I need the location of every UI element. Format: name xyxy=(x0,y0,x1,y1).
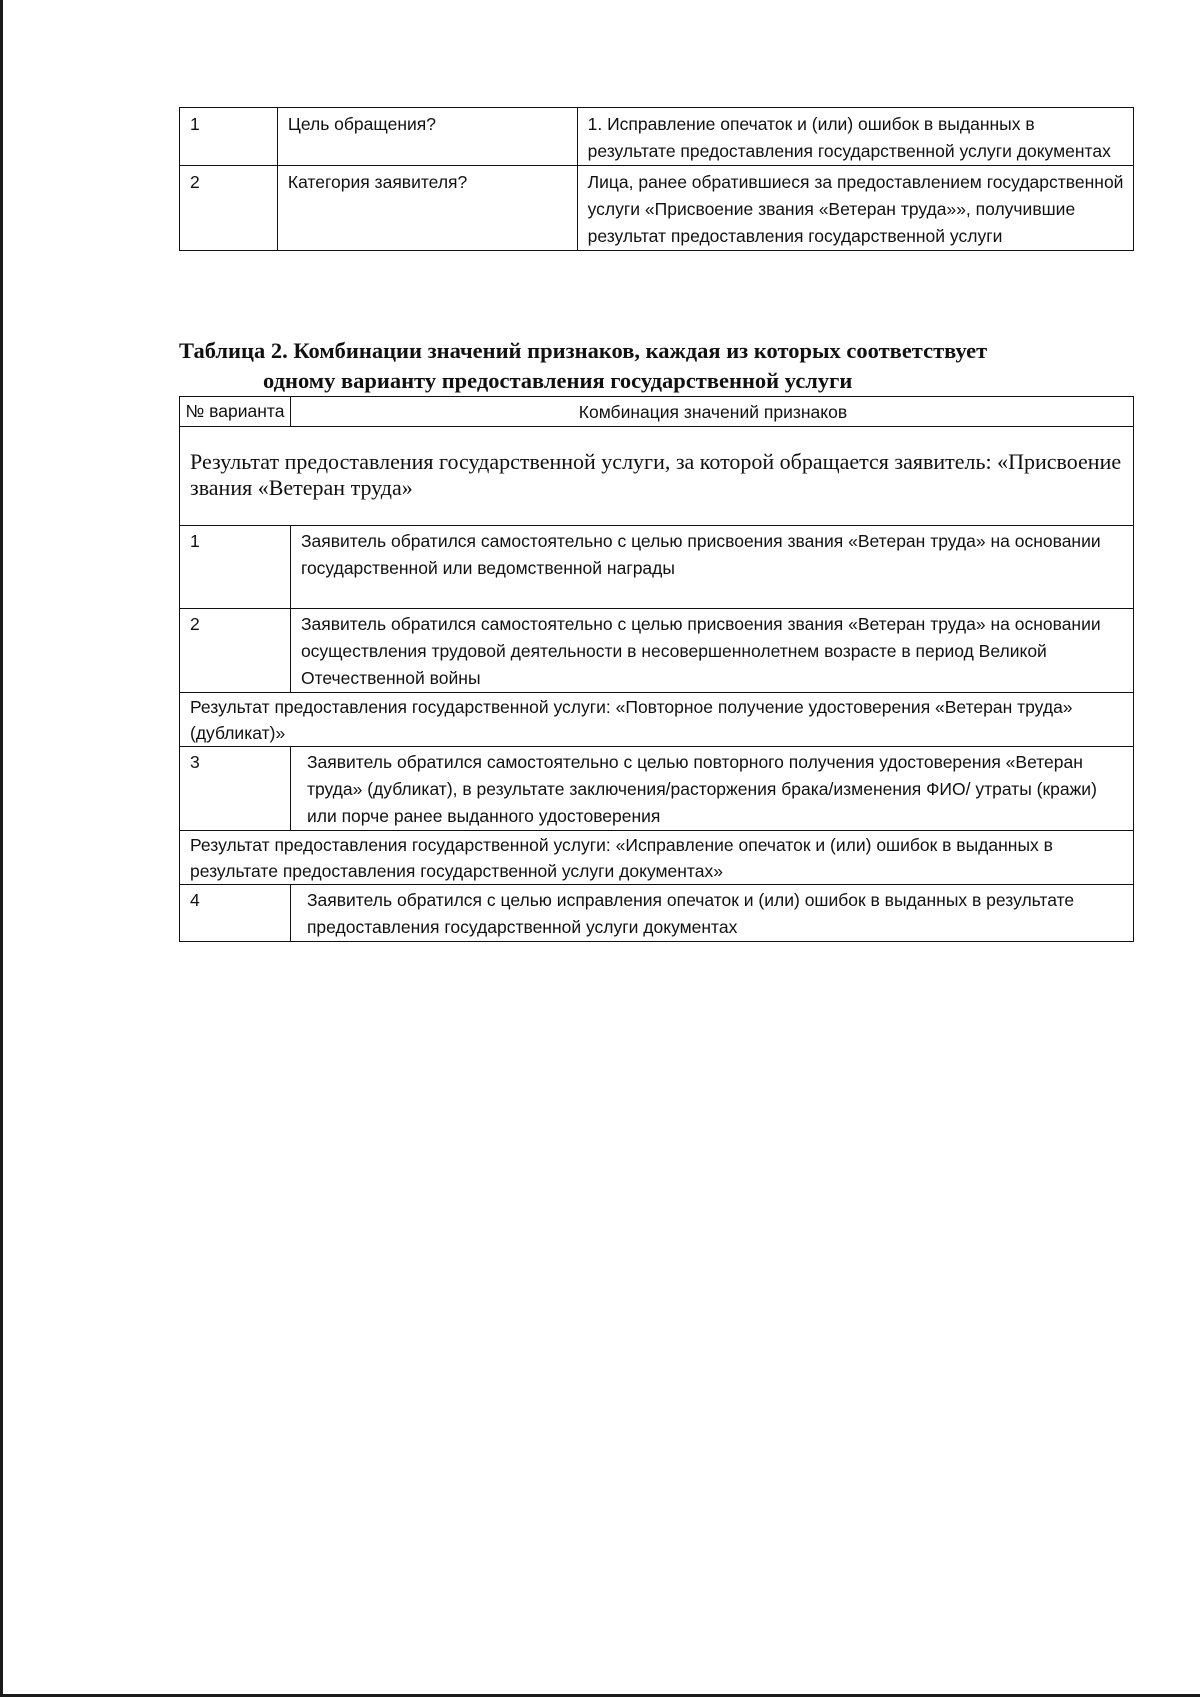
variant-text: Заявитель обратился с целью исправления опечаток и (или) ошибок в выданных в результате предоставления государственной услуги документах xyxy=(290,885,1133,942)
group-label: Результат предоставления государственной услуги: «Исправление опечаток и (или) ошибок в выданных в результате предоставления государственной услуги документах» xyxy=(180,831,1134,885)
group-label: Результат предоставления государственной услуги, за которой обращается заявитель: «Присвоение звания «Ветеран труда» xyxy=(180,427,1134,526)
table-row xyxy=(180,526,1134,609)
criterion-question: Категория заявителя? xyxy=(277,166,577,251)
header-combination: Комбинация значений признаков xyxy=(290,397,1133,427)
table2-title-line2: одному варианту предоставления государственной услуги xyxy=(263,368,853,393)
variant-text: Заявитель обратился самостоятельно с целью присвоения звания «Ветеран труда» на основании государственной или ведомственной награды xyxy=(290,526,1133,609)
scan-border-left xyxy=(0,0,3,1697)
table-row xyxy=(180,166,1134,251)
row-number: 1 xyxy=(180,108,278,166)
criterion-question: Цель обращения? xyxy=(277,108,577,166)
group-label: Результат предоставления государственной услуги: «Повторное получение удостоверения «Ветеран труда» (дубликат)» xyxy=(180,693,1134,747)
variants-table xyxy=(179,396,1134,942)
variant-number: 4 xyxy=(180,885,291,942)
criteria-table xyxy=(179,107,1134,251)
variant-number: 2 xyxy=(180,609,291,693)
table-row xyxy=(180,885,1134,942)
row-number: 2 xyxy=(180,166,278,251)
criterion-answer: 1. Исправление опечаток и (или) ошибок в выданных в результате предоставления государственной услуги документах xyxy=(577,108,1133,166)
table2-title xyxy=(179,336,1139,396)
criterion-answer: Лица, ранее обратившиеся за предоставлением государственной услуги «Присвоение звания «Ветеран труда»», получившие результат предоставления государственной услуги xyxy=(577,166,1133,251)
table-row xyxy=(180,108,1134,166)
table-row xyxy=(180,609,1134,693)
variant-text: Заявитель обратился самостоятельно с целью присвоения звания «Ветеран труда» на основании осуществления трудовой деятельности в несовершеннолетнем возрасте в период Великой Отечественной войны xyxy=(290,609,1133,693)
table-header-row xyxy=(180,397,1134,427)
table2-title-line1: Таблица 2. Комбинации значений признаков, каждая из которых соответствует xyxy=(179,338,988,363)
group-row xyxy=(180,427,1134,526)
table-row xyxy=(180,747,1134,831)
header-variant-number: № варианта xyxy=(180,397,291,427)
variant-text: Заявитель обратился самостоятельно с целью повторного получения удостоверения «Ветеран труда» (дубликат), в результате заключения/расторжения брака/изменения ФИО/ утраты (кражи) или порче ранее выданного удостоверения xyxy=(290,747,1133,831)
variant-number: 3 xyxy=(180,747,291,831)
group-row xyxy=(180,831,1134,885)
group-row xyxy=(180,693,1134,747)
variant-number: 1 xyxy=(180,526,291,609)
